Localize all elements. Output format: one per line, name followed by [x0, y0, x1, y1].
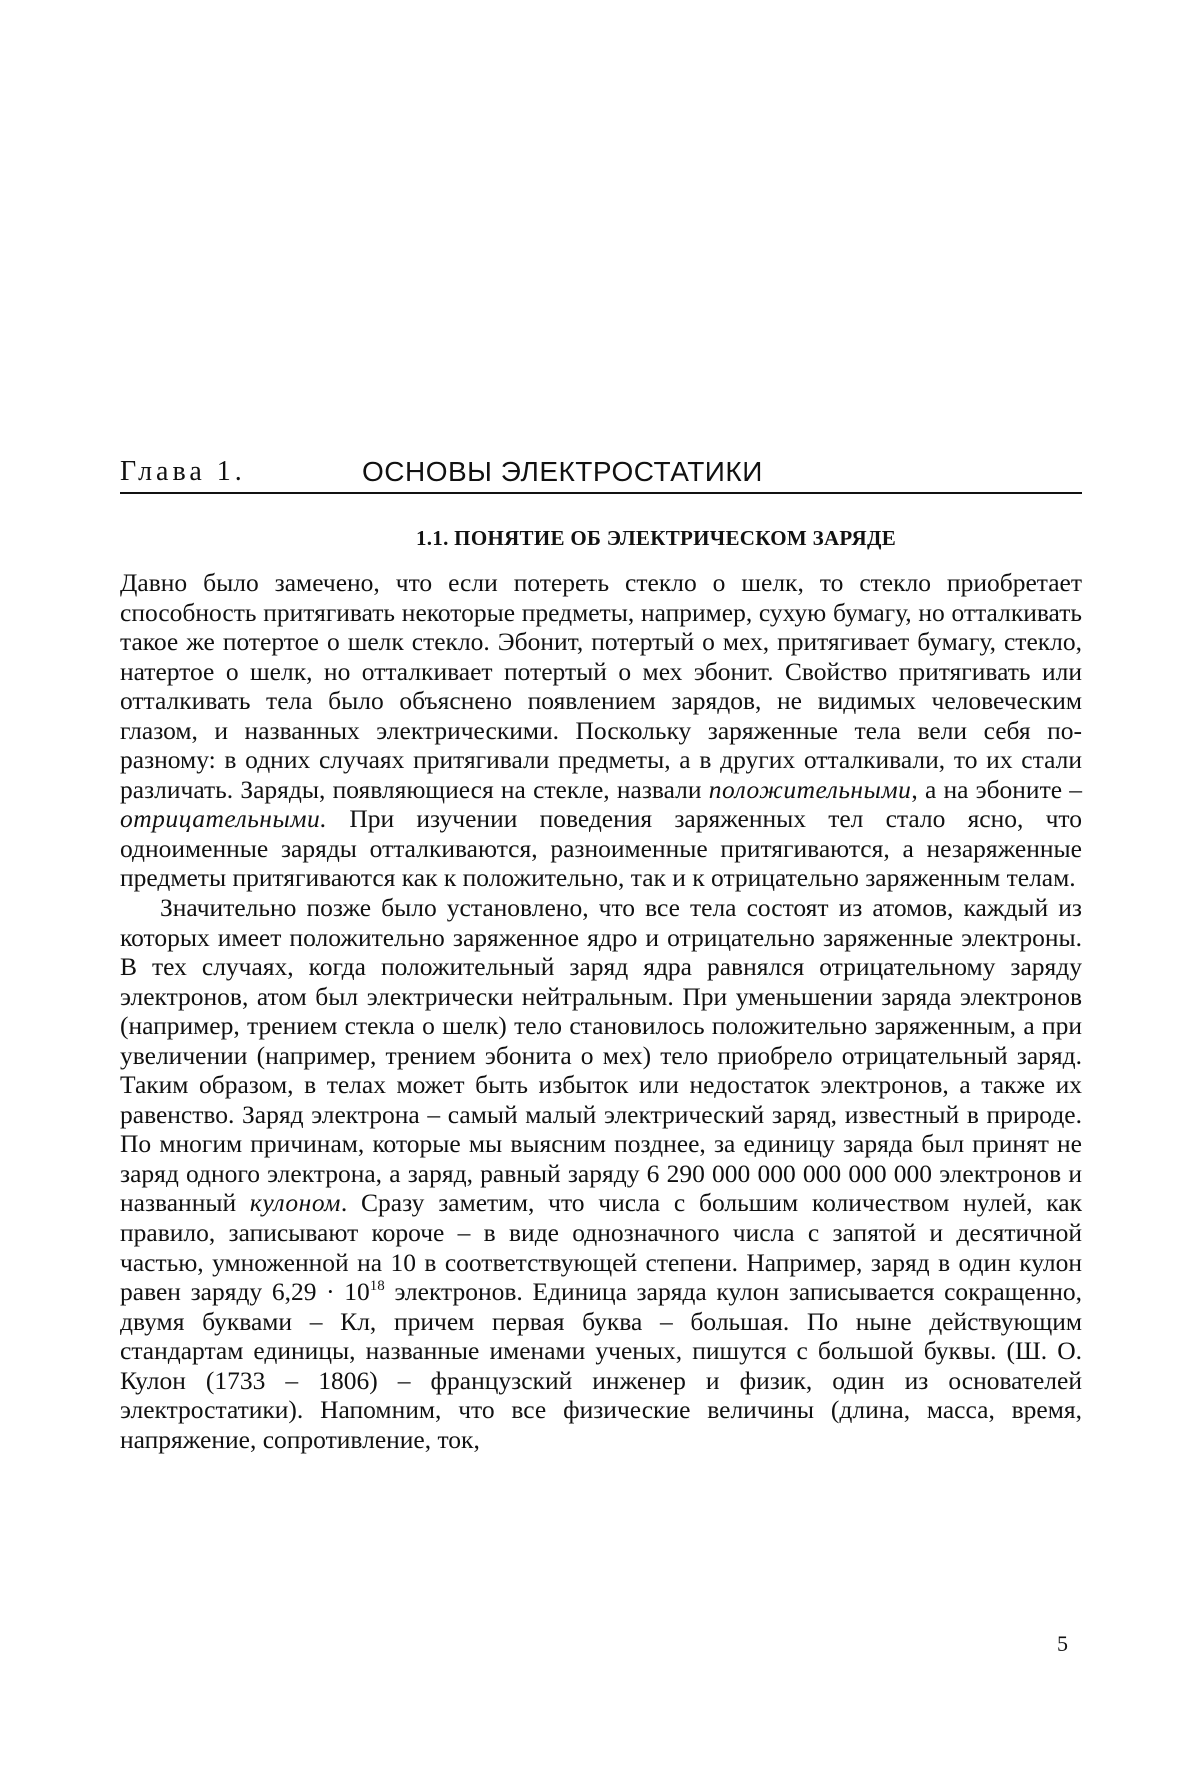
exponent: 18 [369, 1278, 385, 1295]
paragraph-2 [120, 893, 1082, 1454]
chapter-header [120, 456, 1082, 494]
section-title [0, 526, 1200, 551]
paragraph-1-text-a: Давно было замечено, что если потереть стекло о шелк, то стекло приобретает способность притягивать некоторые предметы, например, сухую бумагу, но отталкивать такое же потертое о шелк стекло. Эбонит, потертый о мех, притягивает бумагу, стекло, натертое о шелк, но отталкивает потертый о мех эбонит. Свойство притягивать или отталкивать тела было объяснено появлением зарядов, не видимых человеческим глазом, и названных электрическими. Поскольку заряженные тела вели себя по-разному: в одних случаях притягивали предметы, а в других отталкивали, то их стали различать. Заряды, появляющиеся на стекле, назвали [120, 568, 1082, 804]
section-title-text: 1.1. ПОНЯТИЕ ОБ ЭЛЕКТРИЧЕСКОМ ЗАРЯДЕ [415, 526, 897, 550]
term-positive: положительными [708, 774, 912, 804]
term-coulomb: кулоном [249, 1188, 341, 1218]
paragraph-2-text-c: электронов. Единица заряда кулон записывается сокращенно, двумя буквами – Кл, причем первая буква – большая. По ныне действующим стандартам единицы, названные именами ученых, пишутся с большой буквы. (Ш. О. Кулон (1733 – 1806) – французский инженер и физик, один из основателей электростатики). Напомним, что все физические величины (длина, масса, время, напряжение, сопротивление, ток, [120, 1277, 1083, 1454]
paragraph-2-text-b: . Сразу заметим, что числа с большим количеством нулей, как правило, записывают короче – в виде однозначного числа с запятой и десятичной частью, умноженной на 10 в соответствующей степени. Например, заряд в один кулон равен заряду 6,29 · 10 [120, 1188, 1082, 1307]
term-negative: отрицательными. [120, 804, 328, 834]
body-text [120, 568, 1082, 1454]
chapter-label: Глава 1. [120, 456, 246, 487]
paragraph-1-text-b: , а на эбоните – [911, 774, 1082, 804]
paragraph-2-text-a: Значительно позже было установлено, что все тела состоят из атомов, каждый из которых имеет положительно заряженное ядро и отрицательно заряженные электроны. В тех случаях, когда положительный заряд ядра равнялся отрицательному заряду электронов, атом был электрически нейтральным. При уменьшении заряда электронов (например, трением стекла о шелк) тело становилось положительно заряженным, а при увеличении (например, трением эбонита о мех) тело приобрело отрицательный заряд. Таким образом, в телах может быть избыток или недостаток электронов, а также их равенство. Заряд электрона – самый малый электрический заряд, известный в природе. По многим причинам, которые мы выясним позднее, за единицу заряда был принят не заряд одного электрона, а заряд, равный заряду 6 290 000 000 000 000 000 электронов и названный [120, 893, 1082, 1218]
page-number: 5 [1057, 1631, 1068, 1656]
chapter-title: ОСНОВЫ ЭЛЕКТРОСТАТИКИ [362, 456, 763, 487]
paragraph-1-text-c: При изучении поведения заряженных тел стало ясно, что одноименные заряды отталкиваются, разноименные притягиваются, а незаряженные предметы притягиваются как к положительно, так и к отрицательно заряженным телам. [120, 804, 1082, 893]
paragraph-1 [120, 568, 1082, 893]
